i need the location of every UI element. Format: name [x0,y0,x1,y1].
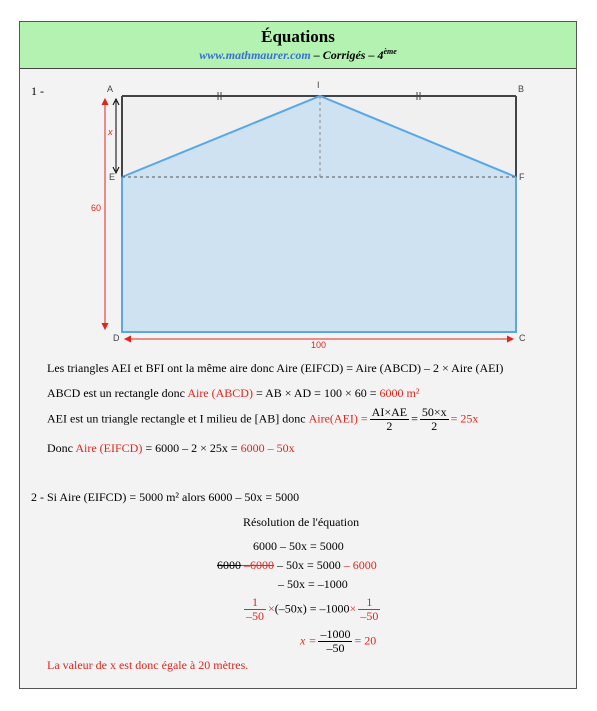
part2-intro: 2 - Si Aire (EIFCD) = 5000 m² alors 6000 – 50x = 5000 [31,490,300,504]
part1-line2: ABCD est un rectangle donc Aire (ABCD) = AB × AD = 100 × 60 = 6000 m² [47,386,420,400]
equation-step2: 6000 –6000 – 50x = 5000 – 6000 [217,558,377,572]
part1-line4: Donc Aire (EIFCD) = 6000 – 2 × 25x = 6000 – 50x [47,441,295,455]
label-e: E [109,172,116,182]
geometry-figure [20,72,576,352]
part1-line3: AEI est un triangle rectangle et I milieu de [AB] donc Aire(AEI) = $\frac{AI\times AE}{2}$ = $\frac{50\times x}{2}$ = 25x [47,405,479,433]
part1-number: 1 - [31,84,44,98]
label-a: A [107,84,114,94]
equation-step3: – 50x = –1000 [278,577,348,591]
equation-step1: 6000 – 50x = 5000 [253,539,344,553]
conclusion: La valeur de x est donc égale à 20 mètres. [47,658,249,672]
label-b: B [518,84,525,94]
site-link[interactable]: www.mathmaurer.com [199,48,311,62]
x-arrow [113,99,119,173]
equation-step5: x = $\frac{-1000}{-50}$ = 20 [300,627,377,655]
label-f: F [519,172,525,182]
page-title: Équations [261,27,335,46]
width-label: 100 [311,340,327,350]
header [20,22,576,69]
subtitle-text: – Corrigés – 4 [310,48,384,62]
label-d: D [113,333,120,343]
height-label: 60 [91,203,102,213]
rect-region [122,177,516,332]
label-i: I [317,80,320,90]
x-label: x [108,127,113,137]
subtitle-sup: ème [383,47,397,56]
equation-step4: $\frac{1}{-50}$ ×(–50x) = –1000× $\frac{1}{-50}$ [246,595,379,623]
page-subtitle [20,47,576,63]
resolution-title: Résolution de l'équation [243,515,360,529]
document-frame [19,21,577,689]
part1-line1: Les triangles AEI et BFI ont la même aire donc Aire (EIFCD) = Aire (ABCD) – 2 × Aire (AEI) [47,361,504,375]
label-c: C [519,333,526,343]
